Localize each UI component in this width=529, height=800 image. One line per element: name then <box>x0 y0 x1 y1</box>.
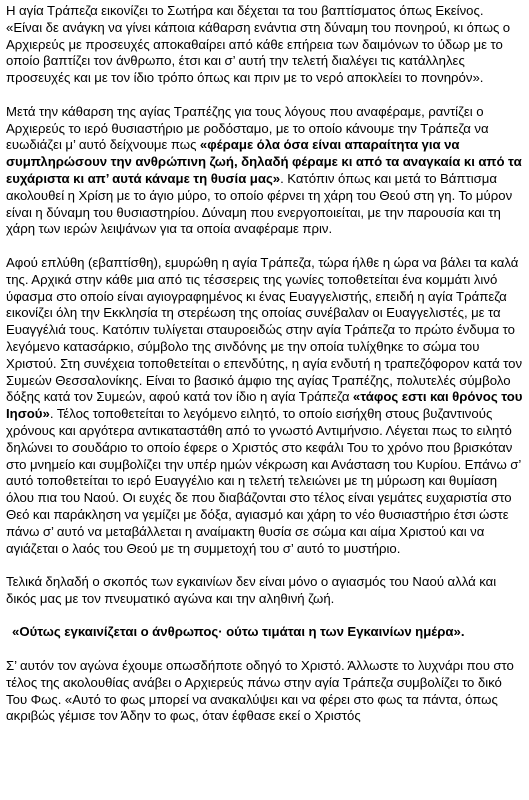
paragraph-2 <box>6 104 523 238</box>
bold-quote: «φέραμε όλα όσα είναι απαραίτητα για να συμπληρώσουν την ανθρώπινη ζωή, δηλαδή φέραμε κι από τα αναγκαία κι από τα ευχάριστα κι απ’ αυτά κάναμε τη θυσία μας» <box>6 137 522 186</box>
bold-quote: «Ούτως εγκαινίζεται ο άνθρωπος· ούτω τιμάται η των Εγκαινίων ημέρα». <box>12 624 465 640</box>
paragraph-4 <box>6 574 523 608</box>
text-run: Η αγία Τράπεζα εικονίζει το Σωτήρα και δέχεται τα του βαπτίσματος όπως Εκείνος. «Είναι δε ανάγκη να γίνει κάποια κάθαρση ενάντια στη δύναμη του πονηρού, κι όπως ο Αρχιερεύς με προσευχές αποκαθαίρει από κάθε επήρεια των δαιμόνων το ύδωρ με το οποίο βαπτίζει τον άνθρωπο, έτσι και σ’ αυτή την τελετή διαλέγει τις κατάλληλες προσευχές και με τον ίδιο τρόπο όπως και πριν με το νερό αποκλείει το πονηρόν». <box>6 3 511 86</box>
text-run: Τελικά δηλαδή ο σκοπός των εγκαινίων δεν είναι μόνο ο αγιασμός του Ναού αλλά και δικός μας με τον πνευματικό αγώνα και την αληθινή ζωή. <box>6 574 497 606</box>
text-run: Σ’ αυτόν τον αγώνα έχουμε οπωσδήποτε οδηγό το Χριστό. Άλλωστε το λυχνάρι που στο τέλος της ακολουθίας ανάβει ο Αρχιερεύς πάνω στην αγία Τράπεζα συμβολίζει το δικό Του Φως. «Αυτό το φως μπορεί να ανακαλύψει και να φέρει στο φως τα πάντα, όπως ακριβώς γέμισε τον Άδην το φως, όταν έφθασε εκεί ο Χριστός <box>6 658 514 724</box>
article-body <box>6 3 523 725</box>
paragraph-3 <box>6 255 523 557</box>
text-run: . Κατόπιν όπως και μετά το Βάπτισμα ακολουθεί η Χρίση με το άγιο μύρο, το οποίο φέρνει τη χάρη του Θεού στη γη. Το μύρον είναι η δύναμη του θυσιαστηρίου. Δύναμη που ενεργοποιείται, με την παρουσία και τη χάρη των ιερών λειψάνων για τα οποία αναφέραμε πριν. <box>6 170 513 237</box>
text-run: Μετά την κάθαρση της αγίας Τραπέζης για τους λόγους που αναφέραμε, ραντίζει ο Αρχιερεύς το ιερό θυσιαστήριο με ροδόσταμο, με το οποίο κάνουμε την Τράπεζα να ευωδιάζει μ’ αυτό δείχνουμε πως <box>6 103 489 153</box>
paragraph-1 <box>6 3 523 87</box>
bold-quote: «τάφος εστι και θρόνος του Ιησού» <box>6 389 523 422</box>
paragraph-5 <box>6 624 523 641</box>
text-run: Αφού επλύθη (εβαπτίσθη), εμυρώθη η αγία Τράπεζα, τώρα ήλθε η ώρα να βάλει τα καλά της. Αρχικά στην κάθε μια από τις τέσσερεις της γωνίες τοποθετείται ένα κομμάτι λινό ύφασμα στο οποίο είναι αγιογραφημένος κι ένας Ευαγγελιστής, επειδή η αγία Τράπεζα εικονίζει όλη την Εκκλησία τη στερέωση της οποίας συνέβαλαν οι Ευαγγελιστές, με τα Ευαγγέλιά τους. Κατόπιν τυλίγεται σταυροειδώς στην αγία Τράπεζα το πρώτο ένδυμα το λεγόμενο κατασάρκιο, σύμβολο της σινδόνης με την οποία τυλίχθηκε το σώμα του Χριστού. Στη συνέχεια τοποθετείται ο επενδύτης, η αγία ενδυτή η τραπεζόφορον κατά τον Συμεών Θεσσαλονίκης. Είναι το βασικό άμφιο της αγίας Τραπέζης, πολυτελές σύμβολο δόξης κατά τον Συμεών, αφού κατά τον ίδιο η αγία Τράπεζα <box>6 254 523 405</box>
paragraph-6 <box>6 658 523 725</box>
text-run: . Τέλος τοποθετείται το λεγόμενο ειλητό, το οποίο εισήχθη στους βυζαντινούς χρόνους και αργότερα αντικαταστάθη από το γνωστό Αντιμήνσιο. Λέγεται πως το ειλητό δηλώνει το σουδάριο το οποίο έφερε ο Χριστός στο κεφάλι Του το χρόνο που βρισκόταν στο μνημείο και συμβολίζει την υπέρ ημών νέκρωση και Ανάσταση του Κυρίου. Επάνω σ’ αυτό τοποθετείται το ιερό Ευαγγέλιο και η τελετή τελειώνει με τη μύρωση και θυμίαση όλου πια του Ναού. Οι ευχές δε που διαβάζονται στο τέλος είναι γεμάτες ευχαριστία στο Θεό και παράκληση να γεμίζει με δόξα, αγιασμό και χάρη το νέο θυσιαστήριο έτσι ώστε πάνω σ’ αυτό να μεταβάλλεται η αναίμακτη θυσία σε σώμα και αίμα Χριστού και να αγιάζεται ο λαός του Θεού με τη συμμετοχή του σ’ αυτό το μυστήριο. <box>6 406 521 556</box>
